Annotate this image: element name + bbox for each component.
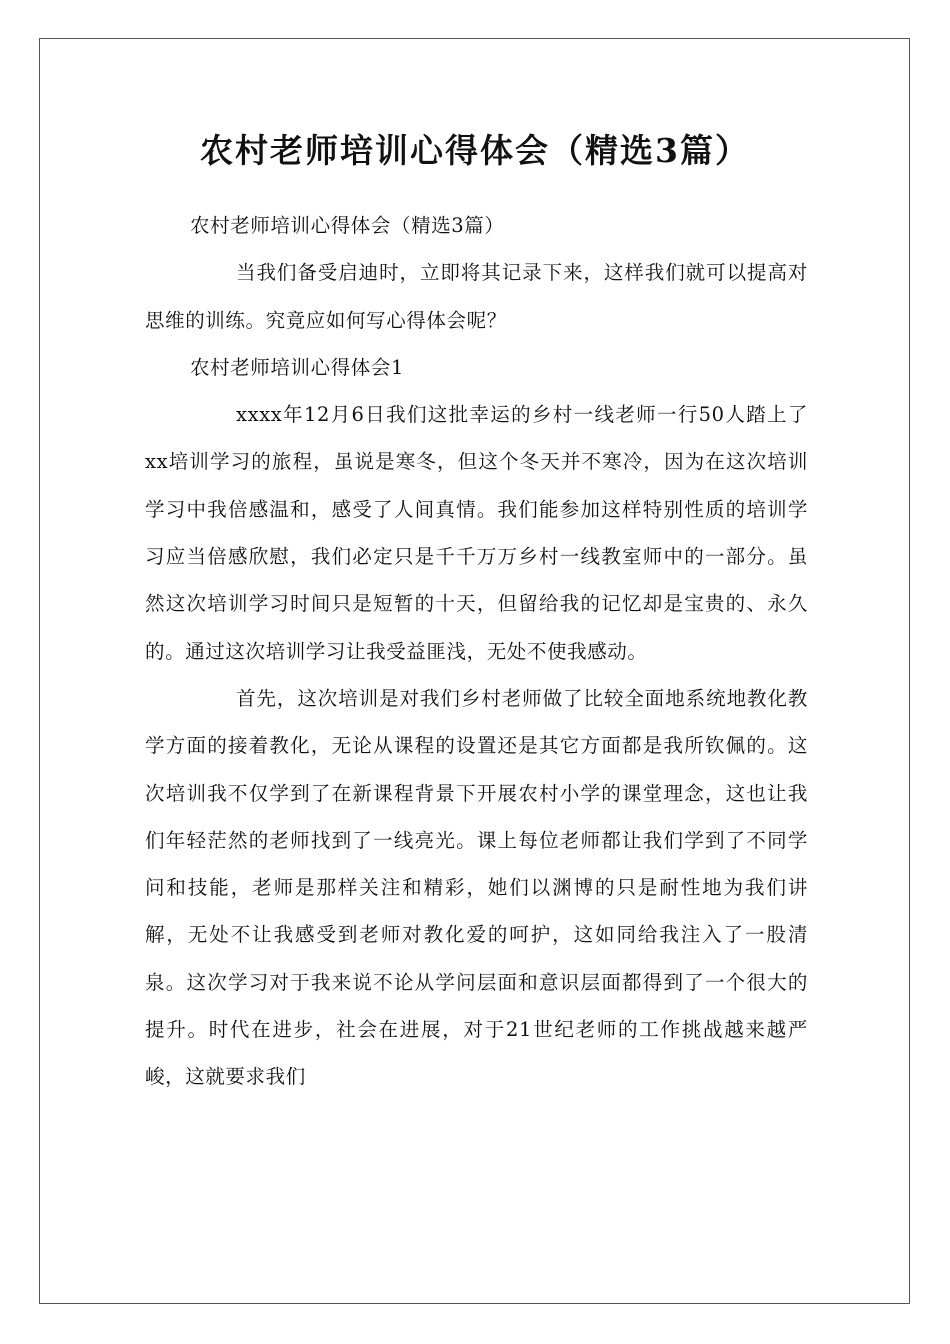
document-title: 农村老师培训心得体会（精选3篇） xyxy=(200,131,750,170)
section-heading: 农村老师培训心得体会1 xyxy=(190,355,405,379)
document-body xyxy=(145,202,808,1101)
document-subtitle: 农村老师培训心得体会（精选3篇） xyxy=(190,214,505,237)
body-paragraph-1: xxxx年12月6日我们这批幸运的乡村一线老师一行50人踏上了xx培训学习的旅程，虽说是寒冬，但这个冬天并不寒冷，因为在这次培训学习中我倍感温和，感受了人间真情。我们能参加这样特别性质的培训学习应当倍感欣慰，我们必定只是千千万万乡村一线教室师中的一部分。虽然这次培训学习时间只是短暂的十天，但留给我的记忆却是宝贵的、永久的。通过这次培训学习让我受益匪浅，无处不使我感动。 xyxy=(145,403,808,663)
intro-paragraph: 当我们备受启迪时，立即将其记录下来，这样我们就可以提高对思维的训练。究竟应如何写心得体会呢？ xyxy=(145,261,808,332)
body-paragraph-2: 首先，这次培训是对我们乡村老师做了比较全面地系统地教化教学方面的接着教化，无论从课程的设置还是其它方面都是我所钦佩的。这次培训我不仅学到了在新课程背景下开展农村小学的课堂理念，这也让我们年轻茫然的老师找到了一线亮光。课上每位老师都让我们学到了不同学问和技能，老师是那样关注和精彩，她们以渊博的只是耐性地为我们讲解，无处不让我感受到老师对教化爱的呵护，这如同给我注入了一股清泉。这次学习对于我来说不论从学问层面和意识层面都得到了一个很大的提升。时代在进步，社会在进展，对于21世纪老师的工作挑战越来越严峻，这就要求我们 xyxy=(145,686,808,1089)
